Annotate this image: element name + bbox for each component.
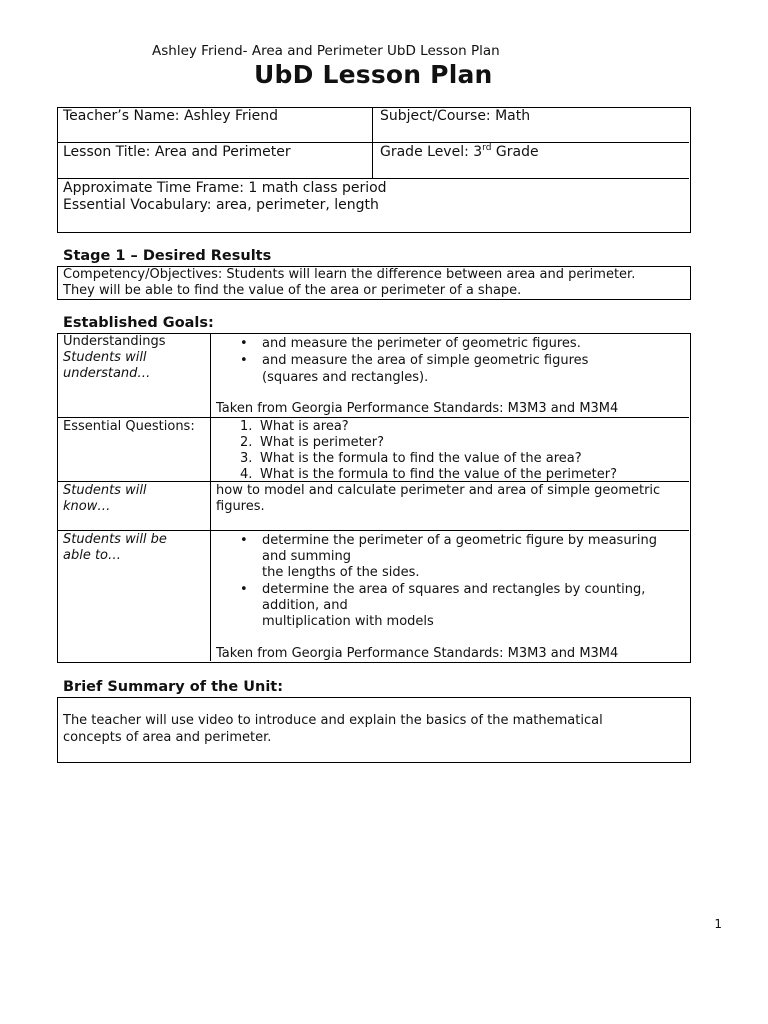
teacher-name: Teacher’s Name: Ashley Friend: [63, 108, 279, 124]
lesson-title: Lesson Title: Area and Perimeter: [63, 144, 291, 160]
time-frame: Approximate Time Frame: 1 math class period: [63, 180, 387, 196]
essential-vocabulary: Essential Vocabulary: area, perimeter, length: [63, 197, 379, 213]
subject-course: Subject/Course: Math: [380, 108, 531, 124]
summary-line2: concepts of area and perimeter.: [63, 730, 272, 745]
summary-heading: Brief Summary of the Unit:: [63, 679, 284, 695]
know-label: Students will: [63, 483, 147, 498]
list-item-continuation: and summing: [262, 549, 352, 564]
running-head: Ashley Friend- Area and Perimeter UbD Lesson Plan: [152, 43, 500, 59]
standards-source: Taken from Georgia Performance Standards: M3M3 and M3M4: [216, 401, 619, 416]
able-label: Students will be: [63, 532, 167, 547]
essential-questions-label: Essential Questions:: [63, 419, 195, 434]
objectives-box: [57, 266, 691, 300]
list-item-continuation: addition, and: [262, 598, 348, 613]
know-text: figures.: [216, 499, 265, 514]
grade-level: Grade Level: 3rd Grade: [380, 143, 539, 160]
understandings-label: Understandings: [63, 334, 166, 349]
summary-line1: The teacher will use video to introduce and explain the basics of the mathematical: [63, 713, 603, 728]
info-table: [57, 107, 691, 233]
page-number: 1: [714, 917, 722, 931]
objectives-line1: Competency/Objectives: Students will learn the difference between area and perimeter.: [63, 267, 636, 282]
understandings-sub: Students will: [63, 350, 147, 365]
know-text: how to model and calculate perimeter and area of simple geometric: [216, 483, 661, 498]
goals-heading: Established Goals:: [63, 315, 214, 331]
understandings-sub: understand…: [63, 366, 151, 381]
objectives-line2: They will be able to find the value of the area or perimeter of a shape.: [63, 283, 522, 298]
list-item-continuation: multiplication with models: [262, 614, 434, 629]
page-title: UbD Lesson Plan: [254, 60, 493, 89]
list-item-continuation: the lengths of the sides.: [262, 565, 420, 580]
able-label: able to…: [63, 548, 122, 563]
standards-source: Taken from Georgia Performance Standards: M3M3 and M3M4: [216, 646, 619, 661]
know-label: know…: [63, 499, 111, 514]
summary-box: [57, 697, 691, 763]
goals-table: Understandings Students will understand… • and measure the perimeter of geometric figures. • and measure the area of simple geometric figures (squares and rectangles). Taken from Georgia Performance Standards: M3M3 and M3M4 Essential Questions: 1. What is area? 2. What is perimeter? 3. What is the formula to find the value of the area? 4. What is the formula to find the value of the perimeter? Students will know… how to model and calculate perimeter and area of simple geometric figures. Students will be able to… • determine the perimeter of a geometric figure by measuring and summing the lengths of the sides. • determine the area of squares and rectangles by counting, addition, and multiplication with models Taken from Georgia Performance Standards: M3M3 and M3M4: [57, 333, 691, 663]
stage1-heading: Stage 1 – Desired Results: [63, 248, 272, 264]
list-item-continuation: (squares and rectangles).: [262, 370, 429, 385]
